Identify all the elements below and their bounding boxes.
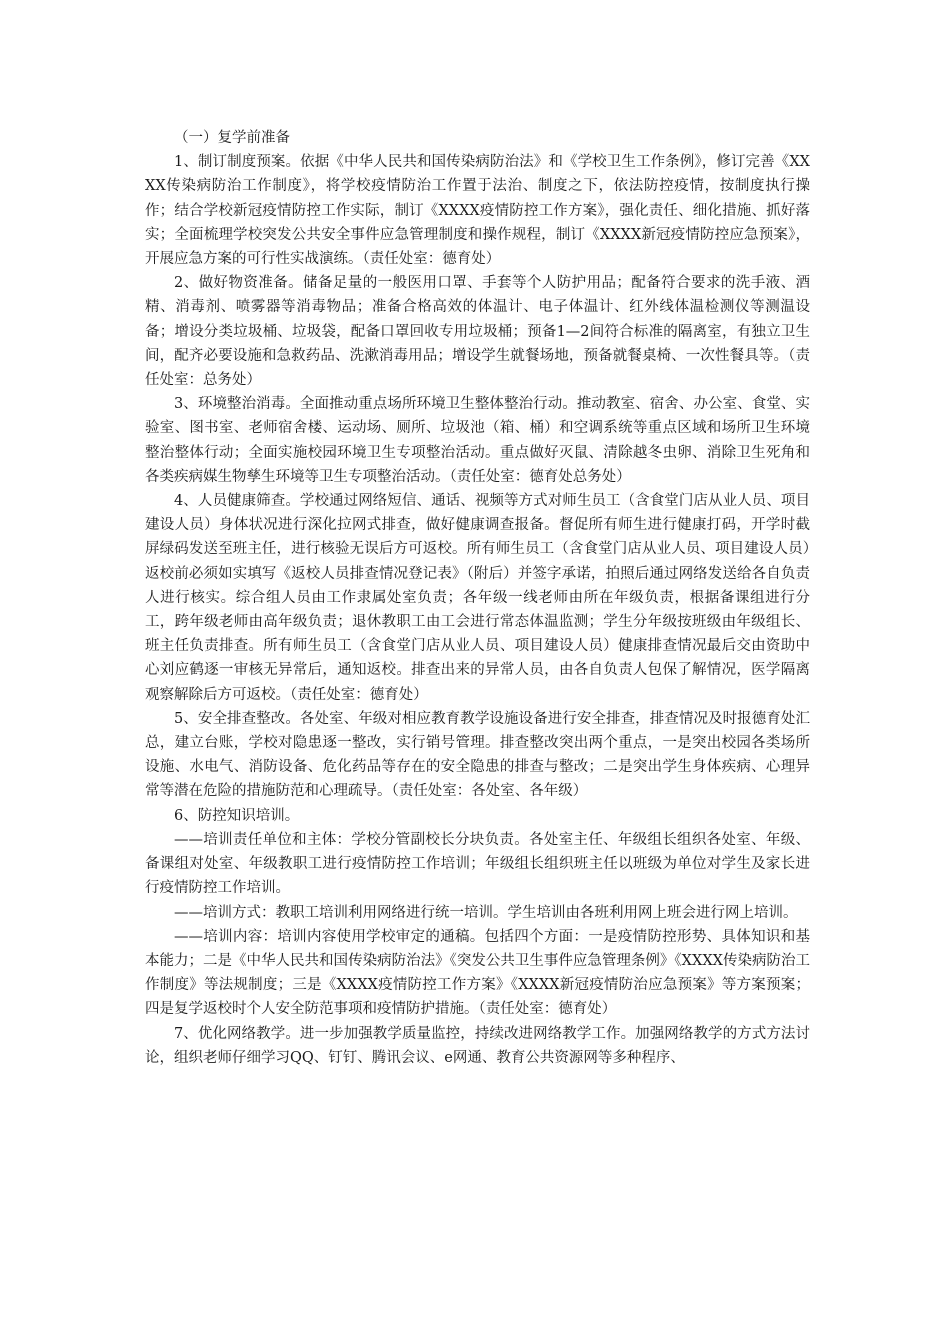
document-body	[145, 126, 810, 1070]
paragraph-3-disinfection: 3、环境整治消毒。全面推动重点场所环境卫生整体整治行动。推动教室、宿舍、办公室、食堂、实验室、图书室、老师宿舍楼、运动场、厕所、垃圾池（箱、桶）和空调系统等重点区域和场所卫生环境整治整体行动；全面实施校园环境卫生专项整治活动。重点做好灭鼠、清除越冬虫卵、消除卫生死角和各类疾病媒生物孳生环境等卫生专项整治活动。（责任处室：德育处总务处）	[145, 396, 810, 485]
paragraph-6-training: 6、防控知识培训。	[174, 807, 300, 824]
paragraph-2-supplies: 2、做好物资准备。储备足量的一般医用口罩、手套等个人防护用品；配备符合要求的洗手液、酒精、消毒剂、喷雾器等消毒物品；准备合格高效的体温计、电子体温计、红外线体温检测仪等测温设备；增设分类垃圾桶、垃圾袋，配备口罩回收专用垃圾桶；预备1—2间符合标准的隔离室，有独立卫生间，配齐必要设施和急救药品、洗漱消毒用品；增设学生就餐场地，预备就餐桌椅、一次性餐具等。（责任处室：总务处）	[145, 275, 810, 389]
paragraph-6-training-content: ——培训内容：培训内容使用学校审定的通稿。包括四个方面：一是疫情防控形势、具体知识和基本能力；二是《中华人民共和国传染病防治法》《突发公共卫生事件应急管理条例》《XXXX传染病防治工作制度》等法规制度；三是《XXXX疫情防控工作方案》《XXXX新冠疫情防治应急预案》等方案预案；四是复学返校时个人安全防范事项和疫情防护措施。（责任处室：德育处）	[145, 928, 810, 1018]
paragraph-5-safety-inspection: 5、安全排查整改。各处室、年级对相应教育教学设施设备进行安全排查，排查情况及时报德育处汇总，建立台账，学校对隐患逐一整改，实行销号管理。排查整改突出两个重点，一是突出校园各类场所设施、水电气、消防设备、危化药品等存在的安全隐患的排查与整改；二是突出学生身体疾病、心理异常等潜在危险的措施防范和心理疏导。（责任处室：各处室、各年级）	[145, 710, 810, 800]
paragraph-6-training-method: ——培训方式：教职工培训利用网络进行统一培训。学生培训由各班利用网上班会进行网上培训。	[174, 904, 798, 921]
section-heading: （一）复学前准备	[174, 130, 290, 146]
paragraph-4-health-screening: 4、人员健康筛查。学校通过网络短信、通话、视频等方式对师生员工（含食堂门店从业人员、项目建设人员）身体状况进行深化拉网式排查，做好健康调查报备。督促所有师生进行健康打码，开学时截屏绿码发送至班主任，进行核验无误后方可返校。所有师生员工（含食堂门店从业人员、项目建设人员）返校前必须如实填写《返校人员排查情况登记表》（附后）并签字承诺，拍照后通过网络发送给各自负责人进行核实。综合组人员由工作隶属处室负责；各年级一线老师由所在年级负责，根据备课组进行分工，跨年级老师由高年级负责；退休教职工由工会进行常态体温监测；学生分年级按班级由年级组长、班主任负责排查。所有师生员工（含食堂门店从业人员、项目建设人员）健康排查情况最后交由资助中心刘应鹤逐一审核无异常后，通知返校。排查出来的异常人员，由各自负责人包保了解情况，医学隔离观察解除后方可返校。（责任处室：德育处）	[145, 493, 810, 703]
paragraph-6-training-units: ——培训责任单位和主体：学校分管副校长分块负责。各处室主任、年级组长组织各处室、年级、备课组对处室、年级教职工进行疫情防控工作培训；年级组长组织班主任以班级为单位对学生及家长进行疫情防控工作培训。	[145, 831, 810, 897]
paragraph-7-online-teaching: 7、优化网络教学。进一步加强教学质量监控，持续改进网络教学工作。加强网络教学的方式方法讨论，组织老师仔细学习QQ、钉钉、腾讯会议、e网通、教育公共资源网等多种程序、	[145, 1025, 810, 1066]
paragraph-1-regulations: 1、制订制度预案。依据《中华人民共和国传染病防治法》和《学校卫生工作条例》，修订完善《XXXX传染病防治工作制度》，将学校疫情防治工作置于法治、制度之下，依法防控疫情，按制度执行操作；结合学校新冠疫情防控工作实际，制订《XXXX疫情防控工作方案》，强化责任、细化措施、抓好落实；全面梳理学校突发公共安全事件应急管理制度和操作规程，制订《XXXX新冠疫情防控应急预案》，开展应急方案的可行性实战演练。（责任处室：德育处）	[145, 154, 810, 268]
